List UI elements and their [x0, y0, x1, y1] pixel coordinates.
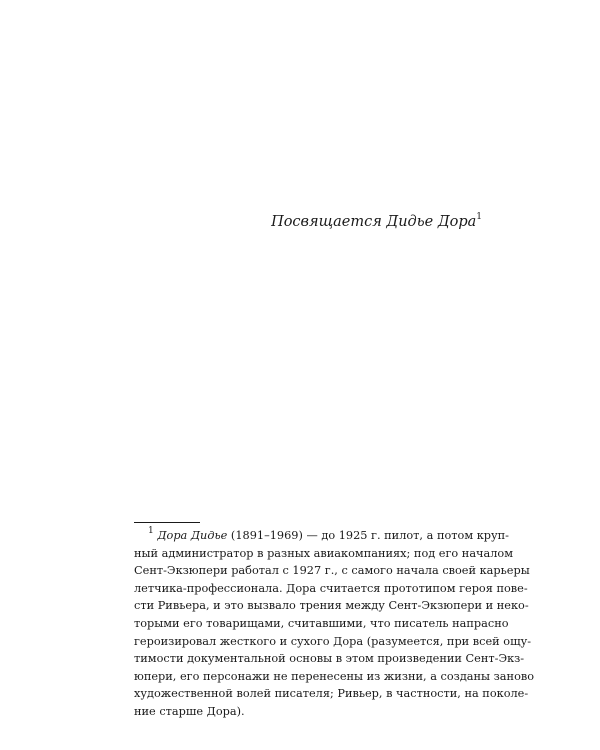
footnote-line: юпери, его персонажи не перенесены из жизни, а созданы заново	[134, 669, 535, 683]
footnote-line: летчика-профессионала. Дора считается прототипом героя пове-	[134, 581, 528, 595]
footnote	[134, 526, 535, 721]
footnote-line-text: (1891–1969) — до 1925 г. пилот, а потом круп-	[227, 529, 509, 542]
footnote-separator	[134, 522, 200, 523]
footnote-line: героизировал жесткого и сухого Дора (разумеется, при всей ощу-	[134, 634, 532, 648]
footnote-mark: 1	[148, 526, 154, 537]
footnote-line	[134, 526, 509, 545]
footnote-line: Сент-Экзюпери работал с 1927 г., с самого начала своей карьеры	[134, 564, 530, 578]
footnote-line: тимости документальной основы в этом произведении Сент-Экз-	[134, 652, 525, 666]
dedication	[271, 212, 482, 232]
footnote-line: ние старше Дора).	[134, 704, 245, 718]
footnote-line: художественной волей писателя; Ривьер, в частности, на поколе-	[134, 687, 529, 701]
footnote-line: ный администратор в разных авиакомпаниях; под его началом	[134, 546, 514, 560]
footnote-reference-mark: 1	[476, 212, 482, 223]
footnote-line: торыми его товарищами, считавшими, что писатель напрасно	[134, 616, 509, 630]
dedication-text: Посвящается Дидье Дора	[271, 214, 477, 230]
footnote-line: сти Ривьера, и это вызвало трения между Сент-Экзюпери и неко-	[134, 599, 529, 613]
footnote-person-name: Дора Дидье	[157, 529, 228, 542]
